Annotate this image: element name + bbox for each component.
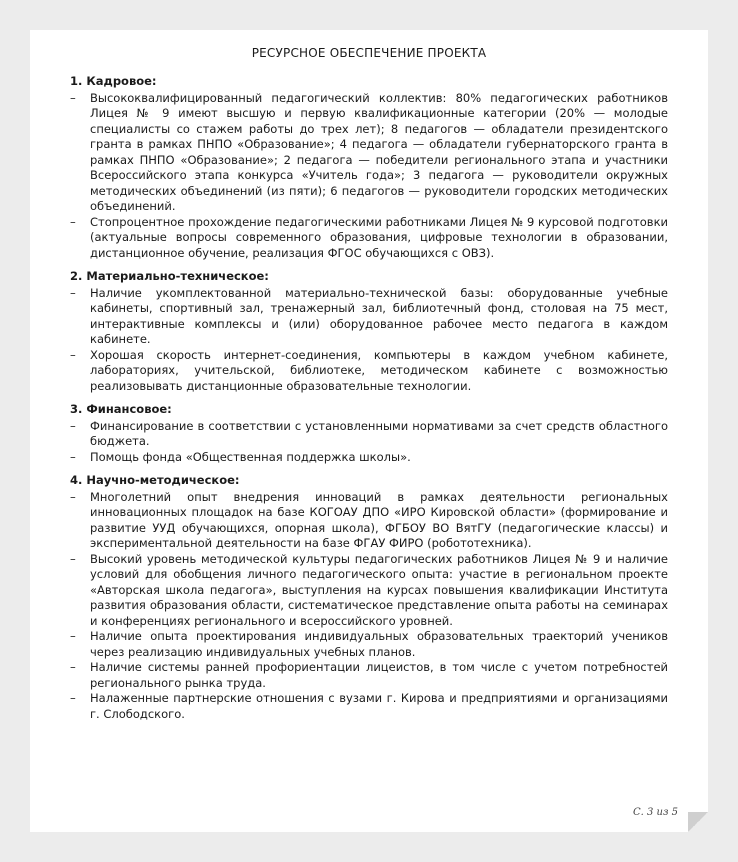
list-item bbox=[70, 552, 668, 630]
section-list bbox=[70, 286, 668, 395]
document-title: РЕСУРСНОЕ ОБЕСПЕЧЕНИЕ ПРОЕКТА bbox=[251, 46, 487, 60]
list-item-text: Многолетний опыт внедрения инноваций в рамках деятельности региональных инновационных площадок на базе КОГОАУ ДПО «ИРО Кировской области» (формирование и развитие УУД обучающихся, опорная школа), ФГБОУ ВО ВятГУ (педагогические классы) и экспериментальной деятельности на базе ФГАУ ФИРО (робототехника). bbox=[90, 489, 668, 550]
list-item-text: Высококвалифицированный педагогический коллектив: 80% педагогических работников Лицея № 9 имеют высшую и первую квалификационные категории (20% — молодые специалисты со стажем работы до трех лет); 8 педагогов — обладатели президентского гранта в рамках ПНПО «Образование»; 4 педагога — обладатели губернаторского гранта в рамках ПНПО «Образование»; 2 педагога — победители регионального этапа и участники Всероссийского этапа конкурса «Учитель года»; 3 педагога — руководители окружных методических объединений (из пяти); 6 педагогов — руководители городских методических объединений. bbox=[90, 90, 668, 213]
list-item-text: Налаженные партнерские отношения с вузами г. Кирова и предприятиями и организациями г. Слободского. bbox=[90, 691, 668, 721]
page-number: С. 3 из 5 bbox=[633, 807, 678, 818]
list-marker: – bbox=[70, 489, 76, 504]
list-item bbox=[70, 419, 668, 450]
list-marker: – bbox=[70, 347, 76, 362]
section-title: 3. Финансовое: bbox=[70, 402, 172, 416]
list-item bbox=[70, 91, 668, 215]
list-item bbox=[70, 215, 668, 262]
list-marker: – bbox=[70, 449, 76, 464]
list-marker: – bbox=[70, 214, 76, 229]
list-item bbox=[70, 490, 668, 552]
list-item bbox=[70, 660, 668, 691]
list-item-text: Наличие опыта проектирования индивидуальных образовательных траекторий учеников через реализацию индивидуальных учебных планов. bbox=[90, 629, 668, 659]
list-marker: – bbox=[70, 691, 76, 705]
list-marker: – bbox=[70, 285, 76, 300]
sections-container bbox=[70, 74, 668, 722]
list-item-text: Высокий уровень методической культуры педагогических работников Лицея № 9 и наличие условий для обобщения личного педагогического опыта: участие в региональном проекте «Авторская школа педагога», выступления на курсах повышения квалификации Института развития образования области, систематическое представление опыта работы на семинарах и конференциях регионального и всероссийского уровней. bbox=[90, 551, 668, 628]
section-title: 1. Кадровое: bbox=[70, 74, 157, 88]
list-marker: – bbox=[70, 551, 76, 566]
list-item bbox=[70, 286, 668, 348]
list-marker: – bbox=[70, 629, 76, 643]
list-item bbox=[70, 691, 668, 722]
section-title: 4. Научно-методическое: bbox=[70, 473, 240, 487]
list-marker: – bbox=[70, 418, 76, 433]
section-title: 2. Материально-техническое: bbox=[70, 269, 269, 283]
list-item-text: Наличие укомплектованной материально-технической базы: оборудованные учебные кабинеты, спортивный зал, тренажерный зал, библиотечный фонд, столовая на 75 мест, интерактивные комплексы и (или) оборудованное рабочее место педагога в каждом кабинете. bbox=[90, 285, 668, 346]
list-item-text: Стопроцентное прохождение педагогическими работниками Лицея № 9 курсовой подготовки (актуальные вопросы современного образования, цифровые технологии в образовании, дистанционное обучение, реализация ФГОС обучающихся с ОВЗ). bbox=[90, 214, 668, 260]
list-item-text: Хорошая скорость интернет-соединения, компьютеры в каждом учебном кабинете, лабораториях, учительской, библиотеке, методическом кабинете с возможностью реализовывать дистанционные образовательные технологии. bbox=[90, 347, 668, 393]
section-list bbox=[70, 419, 668, 466]
list-marker: – bbox=[70, 660, 76, 674]
section-list bbox=[70, 490, 668, 723]
list-item-text: Наличие системы ранней профориентации лицеистов, в том числе с учетом потребностей регионального рынка труда. bbox=[90, 660, 668, 690]
list-item bbox=[70, 348, 668, 395]
page-corner-fold bbox=[688, 812, 708, 832]
section-list bbox=[70, 91, 668, 262]
list-item bbox=[70, 450, 668, 466]
list-item bbox=[70, 629, 668, 660]
document-page bbox=[30, 30, 708, 832]
list-item-text: Финансирование в соответствии с установленными нормативами за счет средств областного бюджета. bbox=[90, 418, 668, 448]
list-item-text: Помощь фонда «Общественная поддержка школы». bbox=[90, 449, 411, 464]
list-marker: – bbox=[70, 90, 76, 105]
